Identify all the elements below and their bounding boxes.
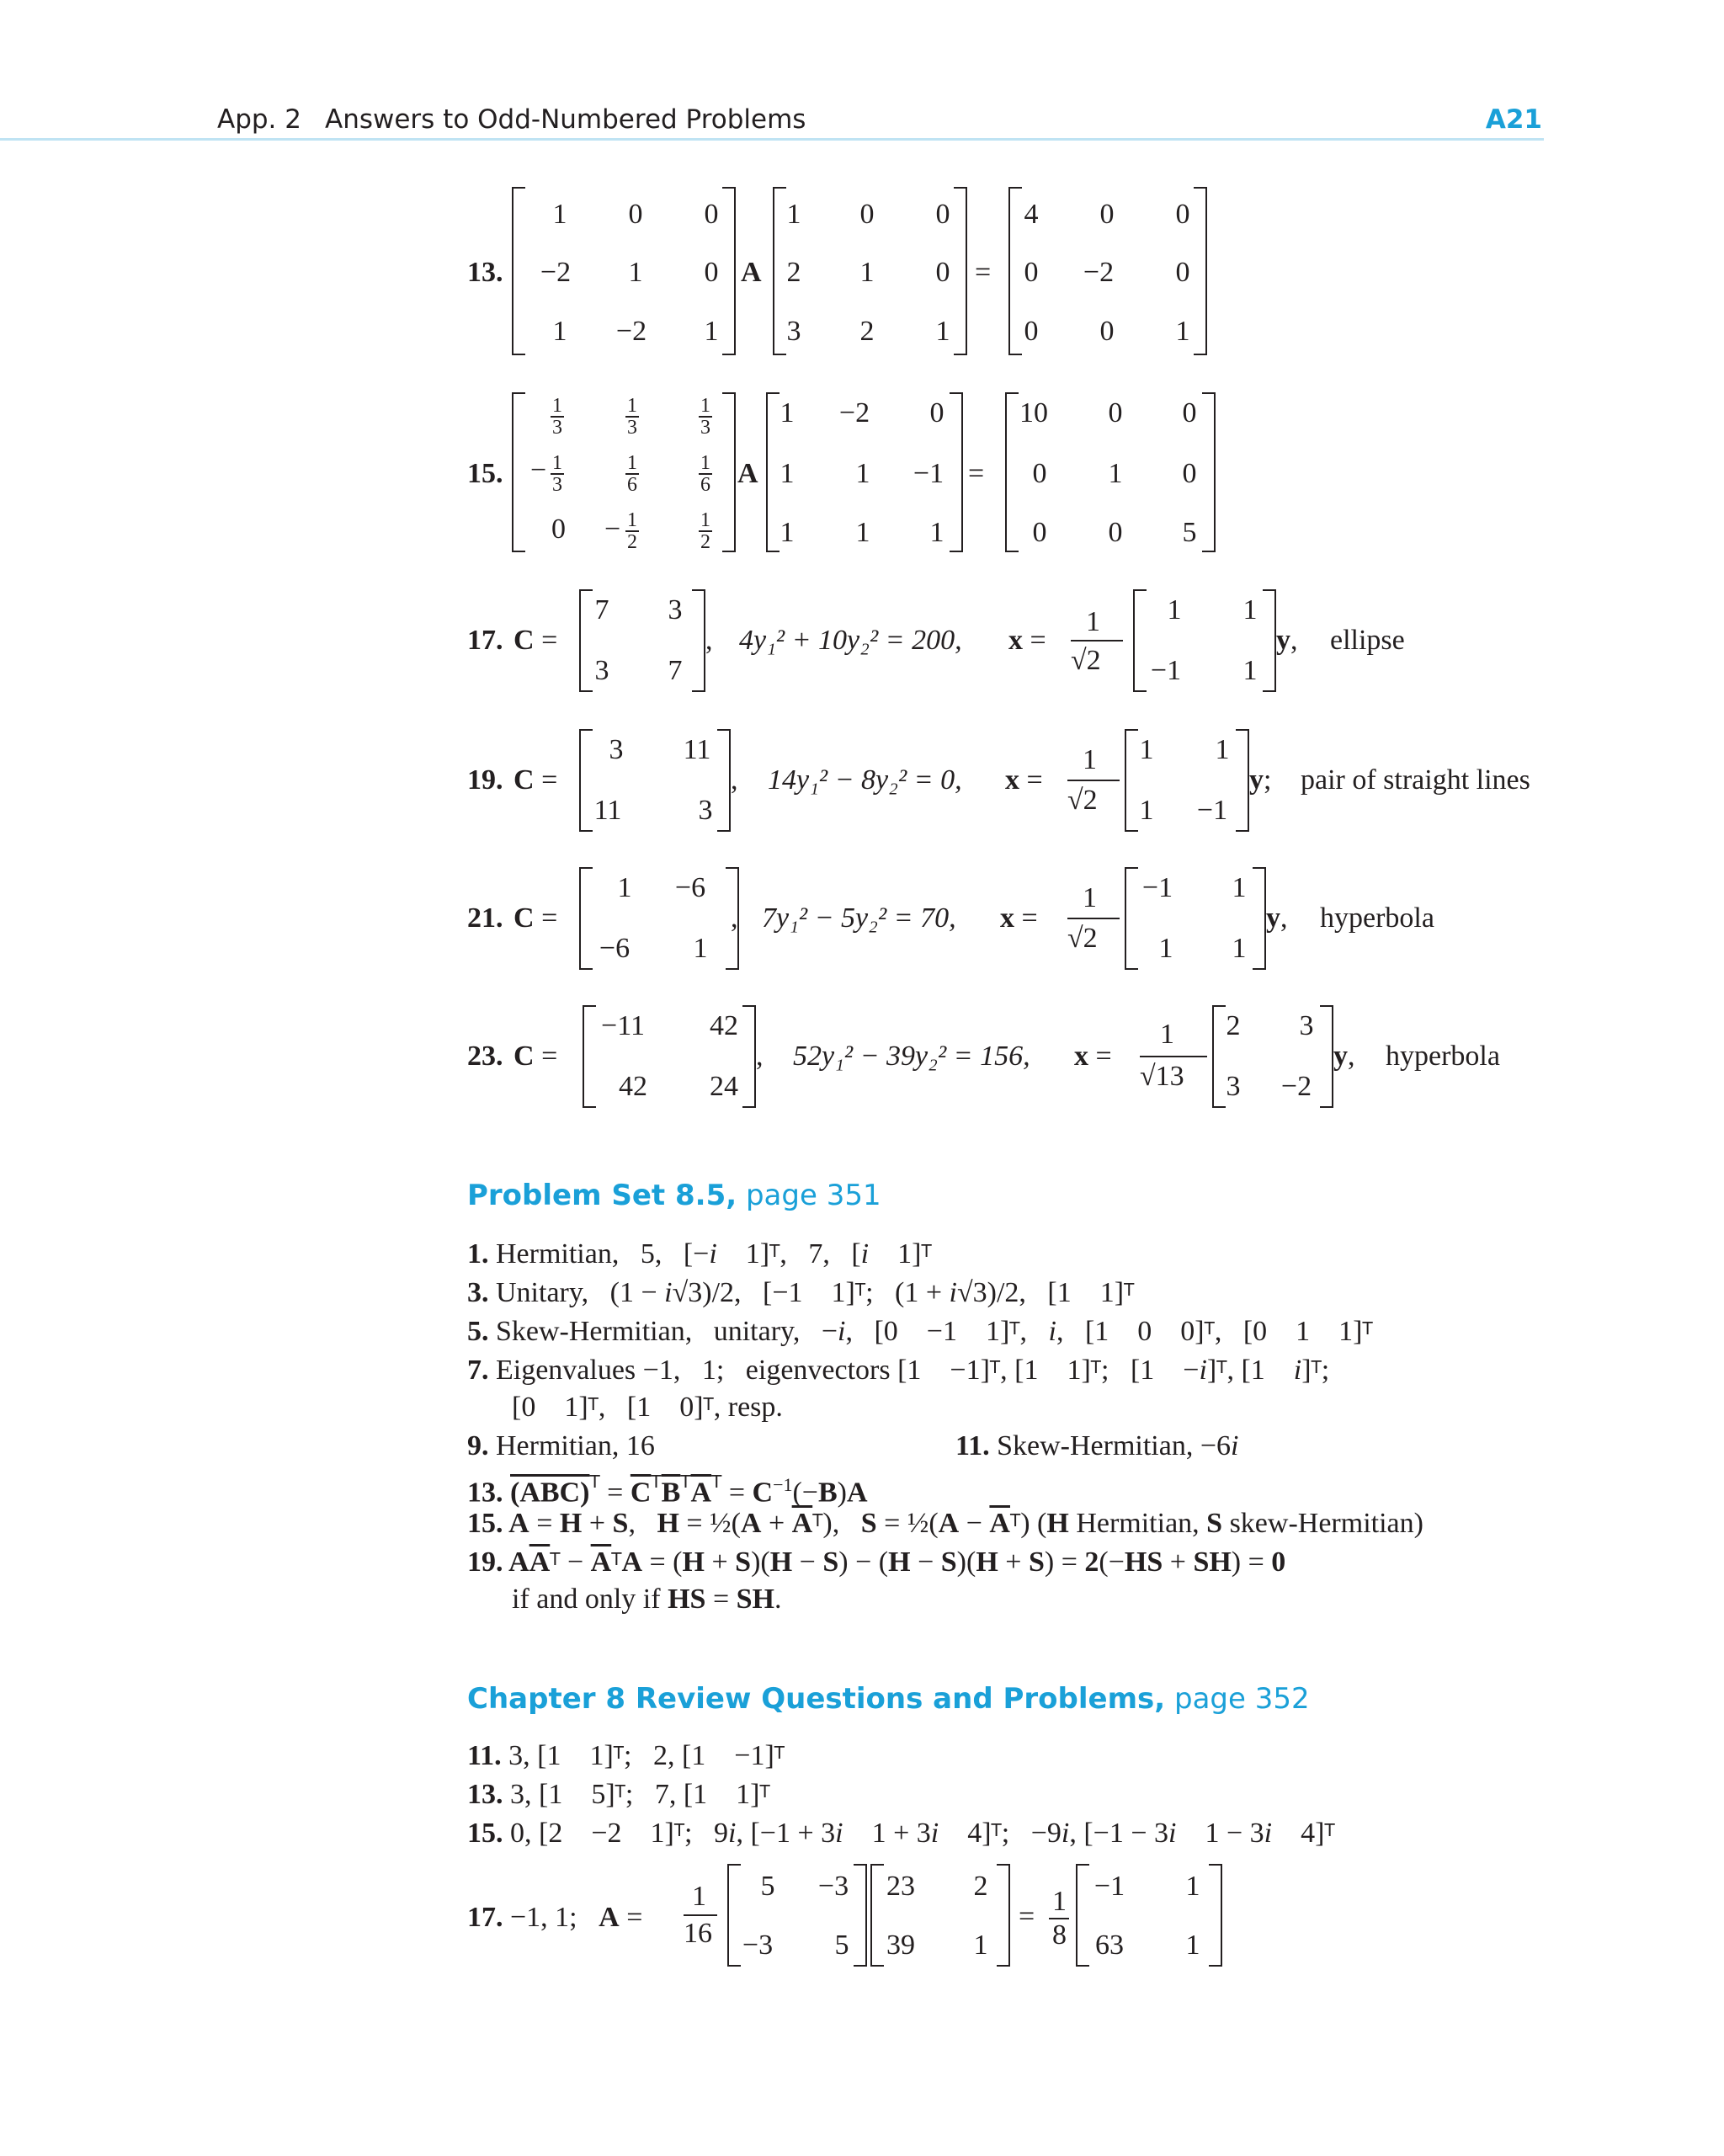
answer-line: 1. Hermitian, 5, [−i 1]$^T$, 7, [i 1]$^T$ <box>467 1238 932 1270</box>
sqrt-denominator: √2 <box>1071 645 1101 676</box>
matrix-cell: 5 <box>760 1871 775 1902</box>
matrix-cell: 1 <box>1232 933 1247 964</box>
matrix-cell: 1 <box>1232 872 1247 903</box>
matrix-cell: 2 <box>973 1871 988 1902</box>
matrix-cell: 3 <box>1299 1010 1314 1041</box>
quadratic-form-eq: 14y₁² − 8y₂² = 0, <box>768 764 962 796</box>
matrix-cell: −1 <box>1196 795 1228 826</box>
matrix-cell: 5 <box>834 1930 849 1961</box>
sqrt-denominator: √2 <box>1067 923 1098 954</box>
matrix-cell: 3 <box>668 594 683 626</box>
matrix-cell: 1 <box>1242 594 1258 626</box>
answer-line: 11. 3, [1 1]$^T$; 2, [1 −1]$^T$ <box>467 1740 785 1771</box>
problem-number: 23. <box>467 1041 503 1072</box>
appendix-label: App. 2 <box>217 104 301 135</box>
page-number: A21 <box>1485 104 1542 135</box>
matrix-cell: 24 <box>710 1071 738 1102</box>
matrix-cell: −11 <box>601 1010 645 1041</box>
quadratic-form-eq: 7y₁² − 5y₂² = 70, <box>762 902 956 934</box>
matrix-cell: 1 <box>1242 655 1258 686</box>
x-equals: x = <box>1008 625 1046 656</box>
section-heading-review: Chapter 8 Review Questions and Problems, page 352 <box>467 1682 1310 1716</box>
bracket <box>512 187 525 355</box>
matrix-cell: 1 <box>1167 594 1182 626</box>
matrix-cell: 1 <box>1139 734 1154 765</box>
matrix-cell: 2 <box>1226 1010 1241 1041</box>
problem-number: 15. <box>467 458 503 489</box>
problem-number: 21. <box>467 902 503 934</box>
answer-line: 3. Unitary, (1 − i√3)/2, [−1 1]$^T$; (1 + i√3)/2, [1 1]$^T$ <box>467 1277 1135 1308</box>
bracket <box>512 392 525 552</box>
answer-line: 5. Skew-Hermitian, unitary, −i, [0 −1 1]$^T$, i, [1 0 0]$^T$, [0 1 1]$^T$ <box>467 1316 1373 1347</box>
matrix-cell: 23 <box>886 1871 915 1902</box>
matrix-cell: −6 <box>599 933 631 964</box>
matrix-cell: 42 <box>619 1071 647 1102</box>
matrix-cell: 39 <box>886 1930 915 1961</box>
matrix-cell: 3 <box>609 734 624 765</box>
equals-sign: = <box>968 458 985 489</box>
matrix-cell: 3 <box>1226 1071 1241 1102</box>
section-heading-8-5: Problem Set 8.5, page 351 <box>467 1179 881 1212</box>
answer-line: 13. $(ABC)^T = \overline{C}^T\overline{B}^T\overline{A}^T = C^{-1}(-B)A$ <box>467 1472 868 1509</box>
answer-line: 15. A = H + S, H = ½(A + $\overline{A}^T$), S = ½(A − $\overline{A}^T$) (H Hermitian, S skew-Hermitian) <box>467 1508 1423 1539</box>
header-rule <box>0 138 1544 141</box>
c-equals: C = <box>513 625 558 656</box>
header-title: Answers to Odd-Numbered Problems <box>325 104 806 135</box>
answer-line: 13. 3, [1 5]$^T$; 7, [1 1]$^T$ <box>467 1779 770 1810</box>
matrix-cell: 7 <box>594 594 609 626</box>
answer-line: if and only if HS = SH. <box>512 1584 782 1615</box>
matrix-cell: 1 <box>1185 1930 1200 1961</box>
matrix-cell: 63 <box>1095 1930 1124 1961</box>
problem-number: 13. <box>467 257 503 288</box>
matrix-cell: 1 <box>1185 1871 1200 1902</box>
matrix-cell: −2 <box>1280 1071 1312 1102</box>
matrix-a-symbol: A <box>737 458 758 489</box>
matrix-cell: 11 <box>593 795 622 826</box>
quadratic-form-eq: 52y₁² − 39y₂² = 156, <box>793 1041 1030 1072</box>
matrix-cell: −1 <box>1093 1871 1125 1902</box>
matrix-cell: 42 <box>710 1010 738 1041</box>
matrix-cell: 1 <box>973 1930 988 1961</box>
answer-line: 15. 0, [2 −2 1]$^T$; 9i, [−1 + 3i 1 + 3i 4]$^T$; −9i, [−1 − 3i 1 − 3i 4]$^T$ <box>467 1818 1335 1849</box>
conic-type: hyperbola <box>1386 1041 1500 1072</box>
conic-type: hyperbola <box>1320 902 1434 934</box>
equals-sign: = <box>975 257 992 288</box>
matrix-cell: −1 <box>1141 872 1173 903</box>
conic-type: pair of straight lines <box>1301 764 1530 796</box>
matrix-cell: 1 <box>1158 933 1173 964</box>
quadratic-form-eq: 4y₁² + 10y₂² = 200, <box>739 625 962 656</box>
sqrt-denominator: √13 <box>1140 1061 1184 1092</box>
matrix-cell: 7 <box>668 655 683 686</box>
matrix-cell: 3 <box>594 655 609 686</box>
problem-number: 19. <box>467 764 503 796</box>
conic-type: ellipse <box>1330 625 1405 656</box>
matrix-a-symbol: A <box>741 257 762 288</box>
problem-number: 17. <box>467 625 503 656</box>
bracket <box>722 392 736 552</box>
answer-line: 11. Skew-Hermitian, −6i <box>955 1430 1239 1461</box>
matrix-cell: 1 <box>693 933 708 964</box>
answer-line: 19. $A\overline{A}^T - \overline{A}^TA = (H + S)(H - S) - (H - S)(H + S) = 2(-HS + SH) = 0$ <box>467 1546 1286 1578</box>
answer-line: 9. Hermitian, 16 <box>467 1430 655 1461</box>
answer-line: 17. −1, 1; A = <box>467 1902 643 1933</box>
matrix-cell: −6 <box>674 872 706 903</box>
matrix-cell: −3 <box>742 1930 774 1961</box>
sqrt-denominator: √2 <box>1067 785 1098 816</box>
matrix-cell: 1 <box>617 872 632 903</box>
matrix-cell: −1 <box>1150 655 1182 686</box>
matrix-cell: 3 <box>698 795 713 826</box>
running-header <box>217 104 806 135</box>
matrix-cell: 1 <box>1139 795 1154 826</box>
matrix-cell: −3 <box>817 1871 849 1902</box>
answer-line: [0 1]$^T$, [1 0]$^T$, resp. <box>512 1392 783 1423</box>
matrix-cell: 11 <box>683 734 711 765</box>
answer-line: 7. Eigenvalues −1, 1; eigenvectors [1 −1]$^T$, [1 1]$^T$; [1 −i]$^T$, [1 i]$^T$; <box>467 1355 1330 1386</box>
matrix-cell: 1 <box>1215 734 1230 765</box>
